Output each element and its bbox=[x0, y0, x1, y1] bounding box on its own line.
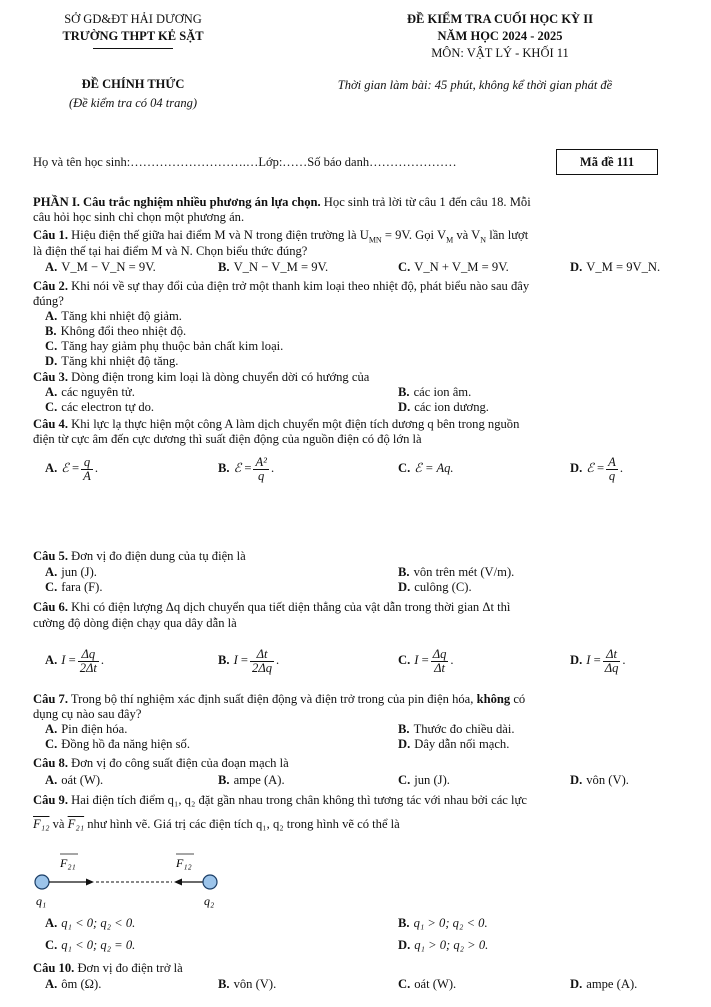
charge-q1 bbox=[35, 875, 49, 889]
q5-option-d[interactable] bbox=[398, 580, 472, 595]
q10-option-c[interactable] bbox=[398, 977, 456, 992]
force-f21-label: F₂₁ bbox=[67, 817, 85, 831]
q7-option-c[interactable] bbox=[45, 737, 190, 752]
question-num: Câu 3. bbox=[33, 370, 68, 384]
question-num: Câu 2. bbox=[33, 279, 68, 293]
question-7-b: dụng cụ nào sau đây? bbox=[33, 707, 142, 721]
q4-option-d[interactable]: D. ℰ = $\frac{A}{q}$ . bbox=[570, 454, 624, 483]
option-letter: B. bbox=[218, 977, 230, 991]
charges-diagram bbox=[30, 846, 230, 908]
page-count: (Đề kiểm tra có 04 trang) bbox=[68, 96, 198, 110]
q5-option-c[interactable] bbox=[45, 580, 103, 595]
q-text: Khi nói về sự thay đổi của điện trở một thanh kim loại theo nhiệt độ, phát biểu nào sau đây bbox=[68, 279, 530, 293]
option-letter: C. bbox=[398, 773, 411, 787]
denominator: A bbox=[83, 468, 91, 483]
option-letter: B. bbox=[218, 773, 230, 787]
option-letter: B. bbox=[218, 260, 230, 274]
option-letter: C. bbox=[45, 339, 58, 353]
fraction bbox=[603, 648, 621, 675]
option-text: Thước đo chiều dài. bbox=[413, 722, 515, 736]
q6-option-b[interactable]: B. I = $\frac{\Delta t}{2\Delta q}$ . bbox=[218, 646, 280, 675]
option-text: V_M − V_N = 9V. bbox=[61, 260, 156, 274]
numerator: q bbox=[81, 456, 93, 470]
option-text: q₁ > 0; q₂ < 0. bbox=[413, 916, 488, 930]
option-letter: B. bbox=[398, 565, 410, 579]
denominator: Δt bbox=[434, 660, 446, 675]
option-text: Không đổi theo nhiệt độ. bbox=[60, 324, 187, 338]
q7-option-a[interactable] bbox=[45, 722, 127, 737]
option-letter: D. bbox=[570, 461, 583, 475]
option-letter: C. bbox=[398, 653, 411, 667]
option-text: ôm (Ω). bbox=[61, 977, 102, 991]
current-symbol: I bbox=[61, 653, 66, 667]
q7-option-d[interactable] bbox=[398, 737, 509, 752]
q9-option-a[interactable] bbox=[45, 916, 135, 931]
equals: = bbox=[240, 653, 249, 667]
label-f12: F₁₂ bbox=[176, 856, 192, 870]
option-text: ampe (A). bbox=[233, 773, 285, 787]
q-text: có bbox=[510, 692, 526, 706]
q6-option-c[interactable]: C. I = $\frac{\Delta q}{\Delta t}$ . bbox=[398, 646, 454, 675]
question-2-b: đúng? bbox=[33, 294, 64, 308]
q-sub: M bbox=[446, 235, 454, 245]
question-8 bbox=[33, 756, 663, 770]
q2-option-d[interactable] bbox=[45, 354, 178, 369]
q8-option-c[interactable] bbox=[398, 773, 450, 788]
denominator: q bbox=[258, 468, 265, 483]
label-q2: q₂ bbox=[204, 894, 215, 908]
option-letter: C. bbox=[398, 977, 411, 991]
fraction bbox=[431, 648, 449, 675]
numerator: Δt bbox=[603, 648, 621, 662]
header-divider bbox=[93, 48, 173, 49]
q-text: Đơn vị đo điện dung của tụ điện là bbox=[68, 549, 246, 563]
option-text: Dây dẫn nối mạch. bbox=[414, 737, 510, 751]
q-text: và bbox=[49, 817, 68, 831]
q2-option-b[interactable] bbox=[45, 324, 186, 339]
numerator: Δt bbox=[250, 648, 274, 662]
q1-option-b[interactable] bbox=[218, 260, 328, 275]
q3-option-b[interactable] bbox=[398, 385, 471, 400]
option-text: jun (J). bbox=[61, 565, 97, 579]
question-num: Câu 8. bbox=[33, 756, 68, 770]
q-text: Dòng điện trong kim loại là dòng chuyển dời có hướng của bbox=[68, 370, 370, 384]
q-sub: MN bbox=[368, 235, 382, 245]
fraction bbox=[78, 648, 99, 675]
school-year: NĂM HỌC 2024 - 2025 bbox=[437, 29, 563, 43]
q8-option-a[interactable] bbox=[45, 773, 103, 788]
question-4 bbox=[33, 417, 663, 431]
option-letter: D. bbox=[570, 977, 583, 991]
option-text: q₁ > 0; q₂ > 0. bbox=[414, 938, 489, 952]
option-text: Đồng hồ đa năng hiện số. bbox=[61, 737, 190, 751]
question-6-b: cường độ dòng điện chạy qua dây dẫn là bbox=[33, 616, 237, 630]
q9-option-d[interactable] bbox=[398, 938, 488, 953]
option-text: V_M = 9V_N. bbox=[586, 260, 661, 274]
question-num: Câu 6. bbox=[33, 600, 68, 614]
question-10 bbox=[33, 961, 663, 975]
charge-q2 bbox=[203, 875, 217, 889]
force-f12-label: F₁₂ bbox=[33, 817, 50, 831]
q3-option-a[interactable] bbox=[45, 385, 135, 400]
equals: = bbox=[421, 653, 429, 667]
dept-name: SỞ GD&ĐT HẢI DƯƠNG bbox=[64, 12, 202, 26]
arrowhead-f12 bbox=[174, 879, 182, 886]
equals: = bbox=[72, 461, 80, 475]
q9-option-b[interactable] bbox=[398, 916, 488, 931]
part1-intro-b: câu hỏi học sinh chỉ chọn một phương án. bbox=[33, 210, 245, 224]
option-letter: D. bbox=[398, 737, 411, 751]
option-text: Pin điện hóa. bbox=[61, 722, 128, 736]
option-text: vôn (V). bbox=[233, 977, 277, 991]
numerator: Δq bbox=[432, 646, 447, 661]
q8-option-b[interactable] bbox=[218, 773, 285, 788]
option-text: culông (C). bbox=[414, 580, 472, 594]
option-letter: A. bbox=[45, 260, 58, 274]
fraction bbox=[253, 456, 268, 483]
part1-intro-a: Học sinh trả lời từ câu 1 đến câu 18. Mỗi bbox=[320, 195, 531, 209]
equals: = bbox=[593, 653, 601, 667]
option-letter: D. bbox=[398, 938, 411, 952]
exam-title: ĐỀ KIỂM TRA CUỐI HỌC KỲ II bbox=[407, 12, 593, 26]
equals: = bbox=[68, 653, 76, 667]
numerator: A² bbox=[255, 454, 267, 469]
option-text: ampe (A). bbox=[586, 977, 638, 991]
q4-option-a[interactable]: A. ℰ = $\frac{q}{A}$ . bbox=[45, 454, 99, 483]
option-letter: A. bbox=[45, 653, 58, 667]
q-text: và V bbox=[453, 228, 481, 242]
option-text: Tăng khi nhiệt độ giảm. bbox=[61, 309, 182, 323]
option-text: các ion dương. bbox=[414, 400, 489, 414]
option-letter: D. bbox=[45, 354, 58, 368]
option-letter: A. bbox=[45, 385, 58, 399]
q10-option-a[interactable] bbox=[45, 977, 101, 992]
emf-symbol: ℰ bbox=[586, 461, 594, 475]
official-label: ĐỀ CHÍNH THỨC bbox=[81, 77, 185, 91]
option-letter: B. bbox=[398, 385, 410, 399]
option-text: các electron tự do. bbox=[61, 400, 155, 414]
option-letter: B. bbox=[45, 324, 57, 338]
option-text: fara (F). bbox=[61, 580, 103, 594]
option-letter: C. bbox=[45, 580, 58, 594]
option-letter: C. bbox=[398, 260, 411, 274]
label-q1: q₁ bbox=[36, 894, 47, 908]
q6-option-a[interactable]: A. I = $\frac{\Delta q}{2\Delta t}$ . bbox=[45, 646, 105, 675]
q-text: Khi có điện lượng Δq dịch chuyển qua tiết diện thẳng của vật dẫn trong thời gian Δt thì bbox=[68, 600, 511, 614]
q1-option-d[interactable] bbox=[570, 260, 660, 275]
q2-option-c[interactable] bbox=[45, 339, 283, 354]
q3-option-d[interactable] bbox=[398, 400, 489, 415]
part1-title: PHẦN I. Câu trắc nghiệm nhiều phương án lựa chọn. bbox=[33, 195, 321, 209]
option-letter: D. bbox=[570, 653, 583, 667]
option-letter: D. bbox=[398, 400, 411, 414]
option-text: vôn trên mét (V/m). bbox=[413, 565, 515, 579]
time-limit: Thời gian làm bài: 45 phút, không kể thời gian phát đề bbox=[337, 78, 613, 92]
q-text: Hiệu điện thế giữa hai điểm M và N trong điện trường là U bbox=[68, 228, 369, 242]
q-text: Đơn vị đo điện trở là bbox=[74, 961, 183, 975]
option-text: V_N − V_M = 9V. bbox=[233, 260, 329, 274]
option-letter: C. bbox=[45, 737, 58, 751]
q5-option-b[interactable] bbox=[398, 565, 514, 580]
q4-option-c[interactable] bbox=[398, 448, 454, 488]
question-9 bbox=[33, 793, 663, 807]
denominator: Δq bbox=[604, 660, 619, 675]
option-letter: C. bbox=[45, 938, 58, 952]
option-letter: B. bbox=[398, 722, 410, 736]
option-text: Tăng hay giảm phụ thuộc bản chất kim loại. bbox=[61, 339, 284, 353]
option-text: vôn (V). bbox=[586, 773, 629, 787]
current-symbol: I bbox=[414, 653, 419, 667]
emf-symbol: ℰ bbox=[233, 461, 242, 475]
option-text: q₁ < 0; q₂ < 0. bbox=[61, 916, 136, 930]
option-letter: D. bbox=[570, 773, 583, 787]
q-text: Khi lực lạ thực hiện một công A làm dịch chuyển một điện tích dương q bên trong nguồn bbox=[68, 417, 520, 431]
current-symbol: I bbox=[586, 653, 591, 667]
q1-option-c[interactable] bbox=[398, 260, 509, 275]
part1-intro bbox=[33, 195, 663, 209]
q-text: lần lượt bbox=[486, 228, 529, 242]
q-text: = 9V. Gọi V bbox=[381, 228, 447, 242]
fraction bbox=[250, 648, 274, 675]
student-info-line: Họ và tên học sinh:……………………….…Lớp:……Số báo danh………………… bbox=[33, 155, 457, 169]
q-sub: N bbox=[480, 235, 487, 245]
q-text: Trong bộ thí nghiệm xác định suất điện động và điện trở trong của pin điện hóa, bbox=[68, 692, 477, 706]
exam-code-box: Mã đề 111 bbox=[556, 149, 658, 175]
option-text: các nguyên tử. bbox=[61, 385, 135, 399]
question-3 bbox=[33, 370, 663, 384]
option-text: oát (W). bbox=[414, 977, 457, 991]
q5-option-a[interactable] bbox=[45, 565, 97, 580]
denominator: q bbox=[608, 468, 616, 483]
question-num: Câu 1. bbox=[33, 228, 68, 242]
option-text: ℰ = Aq. bbox=[414, 461, 454, 475]
school-name: TRƯỜNG THPT KẺ SẶT bbox=[62, 29, 204, 43]
question-num: Câu 10. bbox=[33, 961, 75, 975]
option-text: oát (W). bbox=[61, 773, 104, 787]
option-letter: A. bbox=[45, 309, 58, 323]
option-letter: B. bbox=[218, 461, 230, 475]
question-6 bbox=[33, 600, 663, 614]
equals: = bbox=[597, 461, 605, 475]
question-num: Câu 5. bbox=[33, 549, 68, 563]
q-text: như hình vẽ. Giá trị các điện tích q₁, q₂ trong hình vẽ có thể là bbox=[84, 817, 400, 831]
question-num: Câu 4. bbox=[33, 417, 68, 431]
question-num: Câu 9. bbox=[33, 793, 68, 807]
option-text: q₁ < 0; q₂ = 0. bbox=[61, 938, 136, 952]
q9-option-c[interactable] bbox=[45, 938, 135, 953]
question-9-b bbox=[33, 817, 663, 831]
option-letter: B. bbox=[218, 653, 230, 667]
question-1-b: là điện thế tại hai điểm M và N. Chọn biểu thức đúng? bbox=[33, 244, 308, 258]
fraction bbox=[606, 456, 618, 483]
q10-option-d[interactable] bbox=[570, 977, 637, 992]
question-4-b: điện từ cực âm đến cực dương thì suất điện động của nguồn điện có độ lớn là bbox=[33, 432, 422, 446]
option-letter: C. bbox=[398, 461, 411, 475]
question-5 bbox=[33, 549, 663, 563]
option-letter: C. bbox=[45, 400, 58, 414]
denominator: 2Δq bbox=[252, 660, 273, 675]
q7-option-b[interactable] bbox=[398, 722, 514, 737]
option-letter: D. bbox=[570, 260, 583, 274]
question-7 bbox=[33, 692, 663, 706]
numerator: A bbox=[608, 454, 616, 469]
current-symbol: I bbox=[233, 653, 238, 667]
q4-option-b[interactable]: B. ℰ = $\frac{\text{A²}}{q}$ . bbox=[218, 454, 275, 483]
q-text: Đơn vị đo công suất điện của đoạn mạch là bbox=[68, 756, 289, 770]
fraction bbox=[81, 456, 93, 483]
numerator: Δq bbox=[78, 648, 99, 662]
option-letter: A. bbox=[45, 461, 58, 475]
subject: MÔN: VẬT LÝ - KHỐI 11 bbox=[431, 46, 569, 60]
option-text: V_N + V_M = 9V. bbox=[414, 260, 509, 274]
arrowhead-f21 bbox=[86, 879, 94, 886]
label-f21: F₂₁ bbox=[60, 856, 76, 870]
q1-option-a[interactable] bbox=[45, 260, 156, 275]
q2-option-a[interactable] bbox=[45, 309, 182, 324]
option-letter: B. bbox=[398, 916, 410, 930]
q6-option-d[interactable]: D. I = $\frac{\Delta t}{\Delta q}$ . bbox=[570, 646, 626, 675]
option-letter: A. bbox=[45, 916, 58, 930]
question-num: Câu 7. bbox=[33, 692, 68, 706]
option-letter: A. bbox=[45, 773, 58, 787]
equals: = bbox=[244, 461, 252, 475]
option-text: Tăng khi nhiệt độ tăng. bbox=[61, 354, 179, 368]
q3-option-c[interactable] bbox=[45, 400, 154, 415]
q10-option-b[interactable] bbox=[218, 977, 276, 992]
question-2 bbox=[33, 279, 663, 293]
option-text: jun (J). bbox=[414, 773, 450, 787]
option-letter: A. bbox=[45, 722, 58, 736]
option-letter: D. bbox=[398, 580, 411, 594]
q-emphasis: không bbox=[476, 692, 511, 706]
denominator: 2Δt bbox=[79, 660, 97, 675]
option-letter: A. bbox=[45, 565, 58, 579]
option-text: các ion âm. bbox=[413, 385, 472, 399]
option-letter: A. bbox=[45, 977, 58, 991]
emf-symbol: ℰ bbox=[61, 461, 69, 475]
q-text: Hai điện tích điểm q₁, q₂ đặt gần nhau trong chân không thì tương tác với nhau bởi các lực bbox=[68, 793, 527, 807]
q8-option-d[interactable] bbox=[570, 773, 629, 788]
